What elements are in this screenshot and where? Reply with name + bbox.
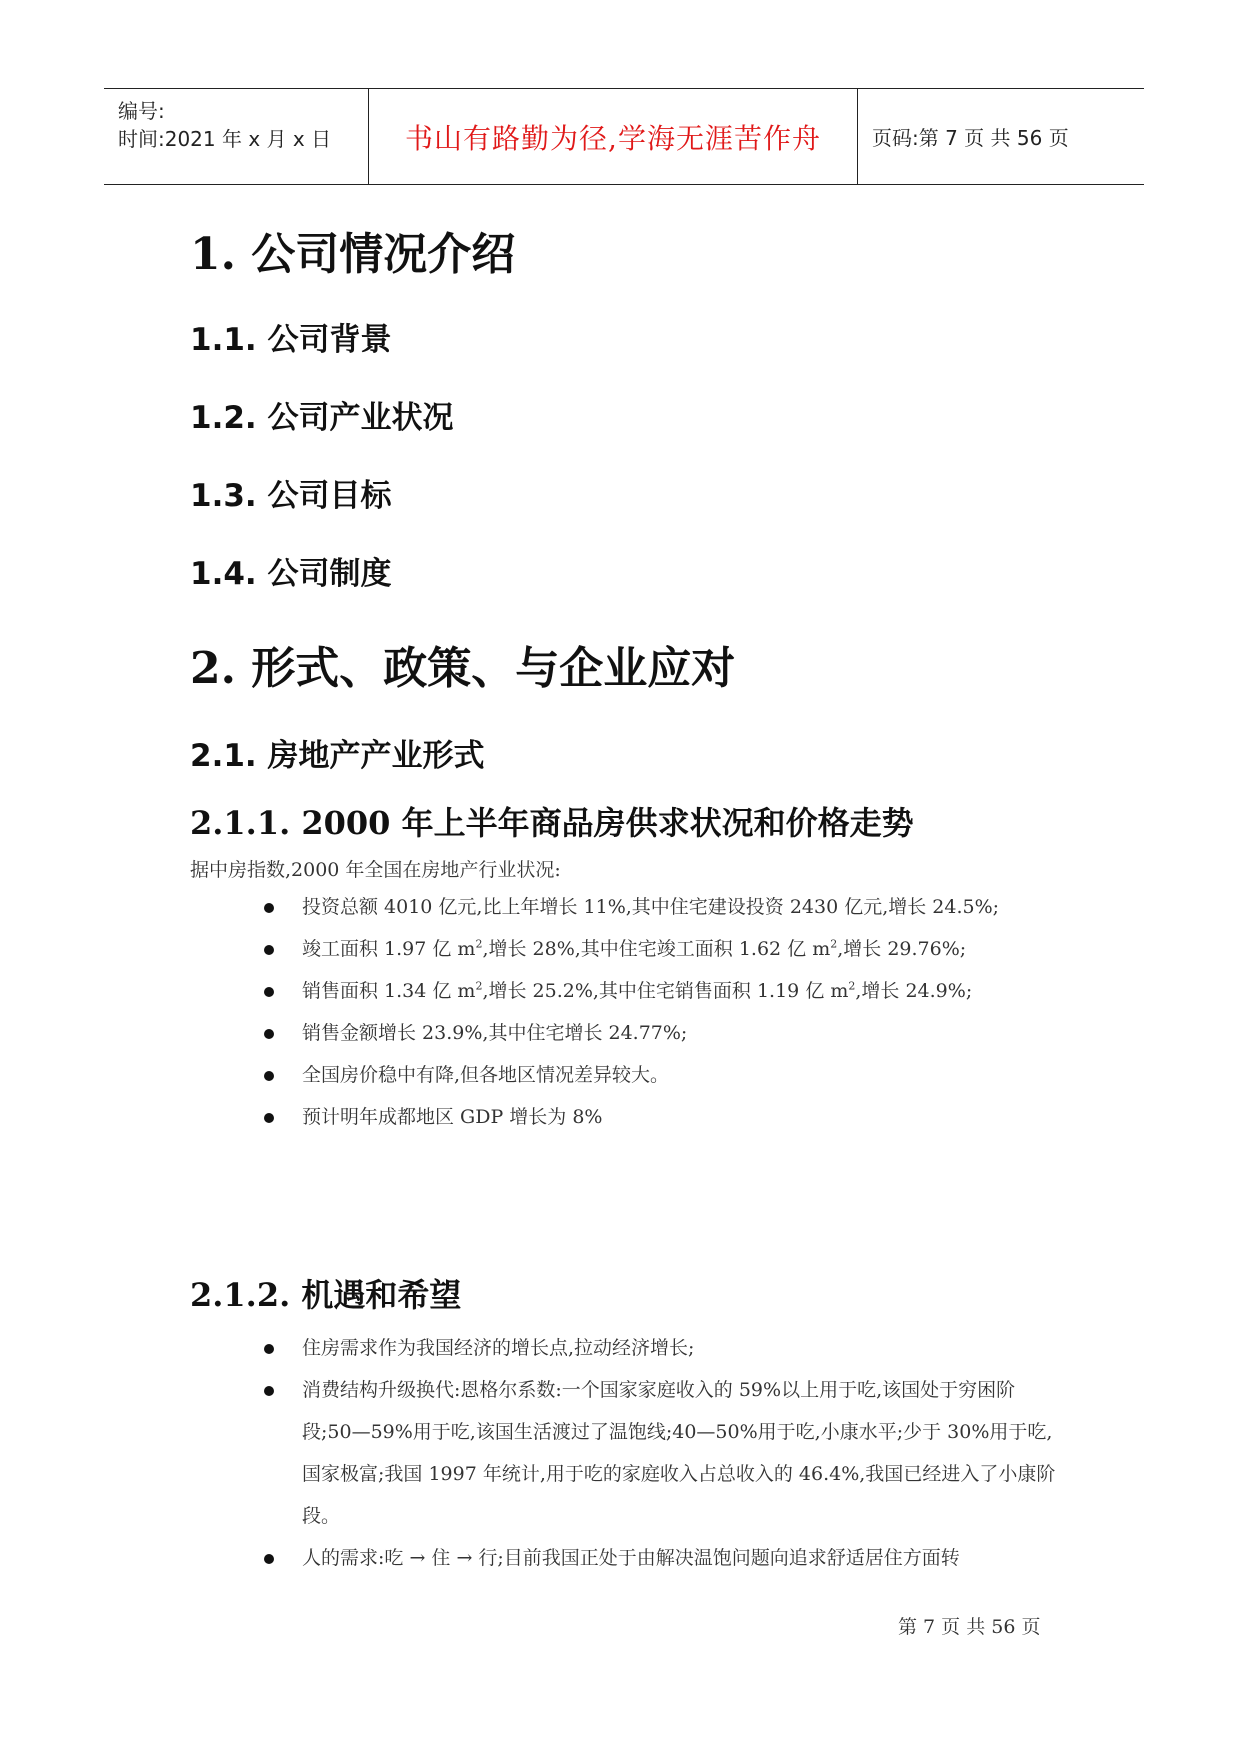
list-item: 销售面积 1.34 亿 $m^2$,增长 25.2%,其中住宅销售面积 1.19 亿 $m^2$,增长 24.9%; — [262, 970, 1062, 1012]
bullet-icon — [264, 1029, 274, 1039]
header-motto: 书山有路勤为径,学海无涯苦作舟 — [405, 121, 821, 155]
heading-1: 1. 公司情况介绍 — [190, 229, 516, 280]
list-item: 竣工面积 1.97 亿 $m^2$,增长 28%,其中住宅竣工面积 1.62 亿 $m^2$,增长 29.76%; — [262, 928, 1062, 970]
list-item: 住房需求作为我国经济的增长点,拉动经济增长; — [262, 1327, 1062, 1369]
heading-1-1: 1.1. 公司背景 — [190, 322, 392, 358]
list-item: 全国房价稳中有降,但各地区情况差异较大。 — [262, 1054, 1062, 1096]
list-item: 预计明年成都地区 GDP 增长为 8% — [262, 1096, 1062, 1138]
bullet-icon — [264, 1113, 274, 1123]
heading-2: 2. 形式、政策、与企业应对 — [190, 643, 736, 694]
bullet-icon — [264, 1554, 274, 1564]
bullet-icon — [264, 945, 274, 955]
page-footer: 第 7 页 共 56 页 — [898, 1616, 1041, 1638]
bullet-icon — [264, 987, 274, 997]
heading-2-1-2: 2.1.2. 机遇和希望 — [190, 1276, 462, 1314]
opportunity-list — [262, 1327, 1062, 1579]
list-item: 人的需求:吃 → 住 → 行;目前我国正处于由解决温饱问题向追求舒适居住方面转 — [262, 1537, 1062, 1579]
document-time-label: 时间:2021 年 x 月 x 日 — [118, 127, 332, 151]
bullet-icon — [264, 1071, 274, 1081]
heading-1-2: 1.2. 公司产业状况 — [190, 400, 454, 436]
header-page-cell — [858, 89, 1144, 184]
document-number-label: 编号: — [118, 99, 165, 123]
header-motto-cell — [368, 89, 858, 184]
heading-2-1: 2.1. 房地产产业形式 — [190, 738, 485, 774]
bullet-icon — [264, 903, 274, 913]
bullet-icon — [264, 1344, 274, 1354]
heading-1-4: 1.4. 公司制度 — [190, 556, 392, 592]
page-header — [104, 88, 1144, 185]
bullet-icon — [264, 1386, 274, 1396]
list-item: 消费结构升级换代:恩格尔系数:一个国家家庭收入的 59%以上用于吃,该国处于穷困阶段;50—59%用于吃,该国生活渡过了温饱线;40—50%用于吃,小康水平;少于 30%用于吃,国家极富;我国 1997 年统计,用于吃的家庭收入占总收入的 46.4%,我国已经进入了小康阶段。 — [262, 1369, 1062, 1537]
list-item: 销售金额增长 23.9%,其中住宅增长 24.77%; — [262, 1012, 1062, 1054]
heading-1-3: 1.3. 公司目标 — [190, 478, 392, 514]
intro-paragraph: 据中房指数,2000 年全国在房地产行业状况: — [190, 859, 561, 881]
market-status-list — [262, 886, 1062, 1138]
header-left-cell — [104, 89, 368, 184]
heading-2-1-1: 2.1.1. 2000 年上半年商品房供求状况和价格走势 — [190, 804, 914, 842]
list-item: 投资总额 4010 亿元,比上年增长 11%,其中住宅建设投资 2430 亿元,增长 24.5%; — [262, 886, 1062, 928]
header-page-number: 页码:第 7 页 共 56 页 — [872, 126, 1069, 150]
